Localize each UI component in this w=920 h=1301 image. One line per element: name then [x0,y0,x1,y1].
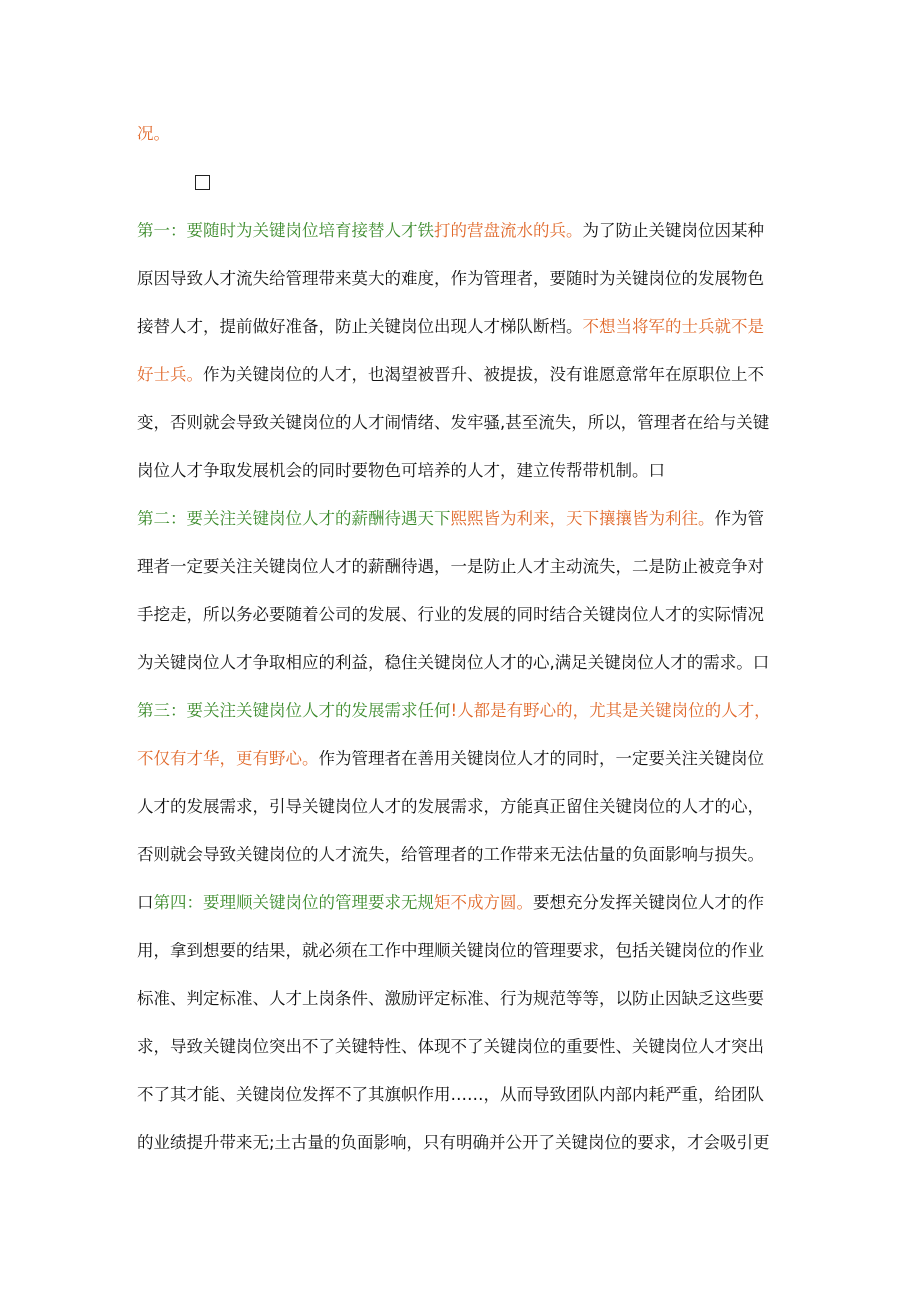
text-line [137,1133,797,1153]
text-line [137,1085,797,1105]
text-segment: 不了其才能、关键岗位发挥不了其旗帜作用……，从而导致团队内部内耗严重，给团队 [137,1085,764,1104]
text-line [137,1037,797,1057]
text-segment: 接替人才，提前做好准备，防止关键岗位出现人才梯队断档。 [137,317,583,336]
text-line [137,941,797,961]
text-segment: 第四：要理顺关键岗位的管理要求无规 [153,893,434,912]
text-segment: 作为管理者在善用关键岗位人才的同时，一定要关注关键岗位 [318,749,764,768]
text-segment: !人都是有野心的，尤其是关键岗位的人才， [450,701,771,720]
text-segment: 的业绩提升带来无;土古量的负面影响，只有明确并公开了关键岗位的要求，才会吸引更 [137,1133,770,1152]
text-segment: 否则就会导致关键岗位的人才流失，给管理者的工作带来无法估量的负面影响与损失。 [137,845,764,864]
text-segment: 况。 [137,124,170,143]
text-segment: 不仅有才华，更有野心。 [137,749,319,768]
text-segment: 口 [137,893,154,912]
text-segment: 原因导致人才流失给管理带来莫大的难度，作为管理者，要随时为关键岗位的发展物色 [137,269,764,288]
text-segment: 标准、判定标准、人才上岗条件、激励评定标准、行为规范等等，以防止因缺乏这些要 [137,989,764,1008]
text-segment: 岗位人才争取发展机会的同时要物色可培养的人才，建立传帮带机制。口 [137,461,665,480]
text-segment: 为关键岗位人才争取相应的利益，稳住关键岗位人才的心,满足关键岗位人才的需求。口 [137,653,770,672]
text-segment: 第一：要随时为关键岗位培育接替人才铁 [137,221,434,240]
text-line [137,221,797,241]
text-segment: 理者一定要关注关键岗位人才的薪酬待遇，一是防止人才主动流失，二是防止被竞争对 [137,557,764,576]
text-line [137,365,797,385]
text-segment: 第二：要关注关键岗位人才的薪酬待遇天下 [137,509,451,528]
checkbox-glyph-icon [195,175,210,190]
text-line [137,797,797,817]
text-line [137,893,797,913]
text-segment: 作为关键岗位的人才，也渴望被晋升、被提拔，没有谁愿意常年在原职位上不 [203,365,764,384]
text-segment: 人才的发展需求，引导关键岗位人才的发展需求，方能真正留住关键岗位的人才的心， [137,797,764,816]
text-line [137,124,797,144]
text-segment: 第三：要关注关键岗位人才的发展需求任何 [137,701,451,720]
text-line [137,845,797,865]
text-segment: 熙熙皆为利来，天下攘攘皆为利往。 [450,509,715,528]
text-segment: 为了防止关键岗位因某种 [582,221,764,240]
text-line [137,317,797,337]
text-segment: 作为管 [714,509,764,528]
text-segment: 矩不成方圆。 [434,893,533,912]
text-line [137,509,797,529]
text-line [137,557,797,577]
text-segment: 用，拿到想要的结果，就必须在工作中理顺关键岗位的管理要求，包括关键岗位的作业 [137,941,764,960]
text-line [137,989,797,1009]
text-line [137,653,797,673]
text-line [137,605,797,625]
text-segment: 手挖走，所以务必要随着公司的发展、行业的发展的同时结合关键岗位人才的实际情况 [137,605,764,624]
text-line [137,461,797,481]
text-line [137,413,797,433]
text-segment: 要想充分发挥关键岗位人才的作 [533,893,764,912]
text-segment: 好士兵。 [137,365,203,384]
text-segment: 变，否则就会导致关键岗位的人才闹情绪、发牢骚,甚至流失，所以，管理者在给与关键 [137,413,770,432]
text-line [137,269,797,289]
text-line [137,749,797,769]
text-segment: 不想当将军的士兵就不是 [582,317,764,336]
text-segment: 打的营盘流水的兵。 [434,221,583,240]
text-segment: 求，导致关键岗位突出不了关键特性、体现不了关键岗位的重要性、关键岗位人才突出 [137,1037,764,1056]
text-line [137,701,797,721]
